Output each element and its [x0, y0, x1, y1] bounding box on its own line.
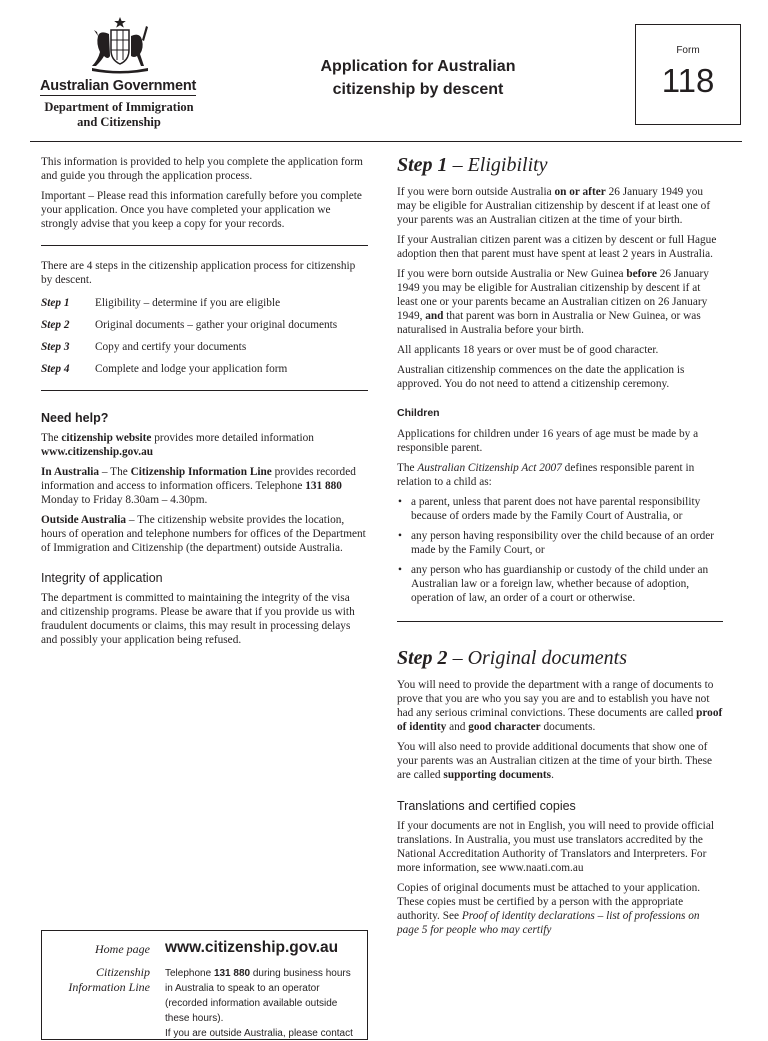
citizenship-website-link[interactable]: www.citizenship.gov.au — [41, 446, 154, 458]
step-2-paragraph-2: You will also need to provide additional documents that show one of your parents was an Australian citizen at the time of your birth. These are called supporting documents. — [397, 741, 713, 781]
list-item: • any person having responsibility over the child because of an order made by the Family Court, or — [397, 529, 723, 557]
list-item: • a parent, unless that parent does not have parental responsibility because of orders made by the Family Court of Australia, or — [397, 495, 723, 523]
responsible-parent-list — [397, 495, 723, 605]
step-list-item — [41, 362, 368, 376]
need-help-heading: Need help? — [41, 411, 109, 425]
step-description: Original documents – gather your original documents — [95, 319, 338, 331]
integrity-paragraph: The department is committed to maintaining the integrity of the visa and citizenship programs. Please be aware that if you provide us with fraudulent documents or claims, this may result in processing delays and possibly your application being refused. — [41, 592, 355, 646]
step-list-item — [41, 340, 368, 354]
step-label: Step 3 — [41, 341, 70, 353]
section-divider — [41, 390, 368, 391]
step-label: Step 1 — [41, 297, 70, 309]
home-page-label: Home page — [95, 942, 150, 956]
government-name: Australian Government — [40, 78, 197, 94]
step-1-paragraph-1: If you were born outside Australia on or after 26 January 1949 you may be eligible for Australian citizenship by descent if at least one of your parents was an Australian citizen at the time of your birth. — [397, 186, 711, 226]
translations-paragraph-2: Copies of original documents must be attached to your application. These copies must be certified by a person with the appropriate authority. See Proof of identity declarations – list of professions on page 5 for people who may certify — [397, 882, 701, 936]
step-description: Eligibility – determine if you are eligible — [95, 297, 281, 309]
contact-phone-number: 131 880 — [213, 968, 251, 979]
citizenship-website-label: citizenship website — [61, 432, 152, 444]
intro-paragraph-2: Important – Please read this information carefully before you complete your application. Once you have completed your application we strongly advise that you keep a copy for your records. — [41, 190, 362, 230]
information-line-label: Citizenship Information Line — [68, 965, 150, 994]
department-name — [38, 100, 200, 130]
step-1-paragraph-4: All applicants 18 years or over must be of good character. — [397, 344, 659, 356]
step-1-paragraph-5: Australian citizenship commences on the date the application is approved. You do not need to attend a citizenship ceremony. — [397, 364, 685, 390]
integrity-heading: Integrity of application — [41, 571, 163, 585]
intro-paragraph-1: This information is provided to help you complete the application form and guide you through the application process. — [41, 156, 363, 182]
commonwealth-coat-of-arms-icon — [84, 16, 156, 76]
children-paragraph-2: The Australian Citizenship Act 2007 defines responsible parent in relation to a child as: — [397, 462, 695, 488]
section-divider — [397, 621, 723, 622]
left-column — [41, 155, 368, 653]
section-divider — [41, 245, 368, 246]
children-paragraph-1: Applications for children under 16 years of age must be made by a responsible parent. — [397, 428, 699, 454]
step-1-heading: Step 1 – Eligibility — [397, 154, 548, 176]
list-item: • any person who has guardianship or custody of the child under an Australian law or a foreign law, whether because of adoption, operation of law, an order of a court or otherwise. — [397, 563, 723, 605]
step-description: Copy and certify your documents — [95, 341, 247, 353]
form-number-box — [635, 24, 741, 125]
step-1-paragraph-3: If you were born outside Australia or New Guinea before 26 January 1949 you may be eligible for Australian citizenship by descent if at least one or your parents became an Australian citizen on 26 January 1949, and that parent was born in Australia or New Guinea, or was naturalised in Australia before your birth. — [397, 268, 709, 336]
form-title — [298, 55, 538, 101]
steps-intro: There are 4 steps in the citizenship application process for citizenship by descent. — [41, 260, 356, 286]
help-outside-australia-paragraph: Outside Australia – The citizenship website provides the location, hours of operation and telephone numbers for offices of the Department of Immigration and Citizenship (the department) outside Australia. — [41, 514, 366, 554]
help-website-paragraph: The citizenship website provides more detailed information www.citizenship.gov.au — [41, 432, 314, 458]
translations-heading: Translations and certified copies — [397, 799, 576, 813]
step-2-paragraph-1: You will need to provide the department with a range of documents to prove that you are who you say you are and to establish you have not had any serious criminal convictions. These documents are called proof of identity and good character documents. — [397, 679, 723, 733]
step-label: Step 2 — [41, 319, 70, 331]
children-heading: Children — [397, 407, 440, 419]
step-1-paragraph-2: If your Australian citizen parent was a citizen by descent or full Hague adoption then that parent must have spent at least 2 years in Australia. — [397, 234, 717, 260]
form-number: 118 — [661, 62, 715, 99]
header-divider — [30, 141, 742, 142]
step-description: Complete and lodge your application form — [95, 363, 288, 375]
information-line-details: Telephone 131 880 during business hours in Australia to speak to an operator (recorded information available outside these hours). If you are outside Australia, please contact — [165, 968, 353, 1039]
right-column — [397, 152, 723, 943]
home-page-link[interactable]: www.citizenship.gov.au — [165, 939, 339, 956]
department-line-1: Department of Immigration — [44, 100, 194, 114]
help-phone-number: 131 880 — [305, 480, 342, 492]
department-line-2: and Citizenship — [77, 115, 161, 129]
help-australia-paragraph: In Australia – The Citizenship Information Line provides recorded information and access to information officers. Telephone 131 880 Monday to Friday 8.30am – 4.30pm. — [41, 466, 356, 506]
translations-paragraph-1: If your documents are not in English, you will need to provide official translations. In Australia, you must use translators accredited by the National Accreditation Authority of Translators and Interpreters. For more information, see www.naati.com.au — [397, 820, 714, 874]
step-list-item — [41, 318, 368, 332]
step-label: Step 4 — [41, 363, 70, 375]
step-2-heading: Step 2 – Original documents — [397, 647, 627, 669]
form-title-line-1: Application for Australian — [320, 58, 516, 75]
crest-divider — [40, 95, 196, 96]
form-label: Form — [676, 45, 700, 56]
form-title-line-2: citizenship by descent — [332, 81, 504, 98]
step-list-item — [41, 296, 368, 310]
